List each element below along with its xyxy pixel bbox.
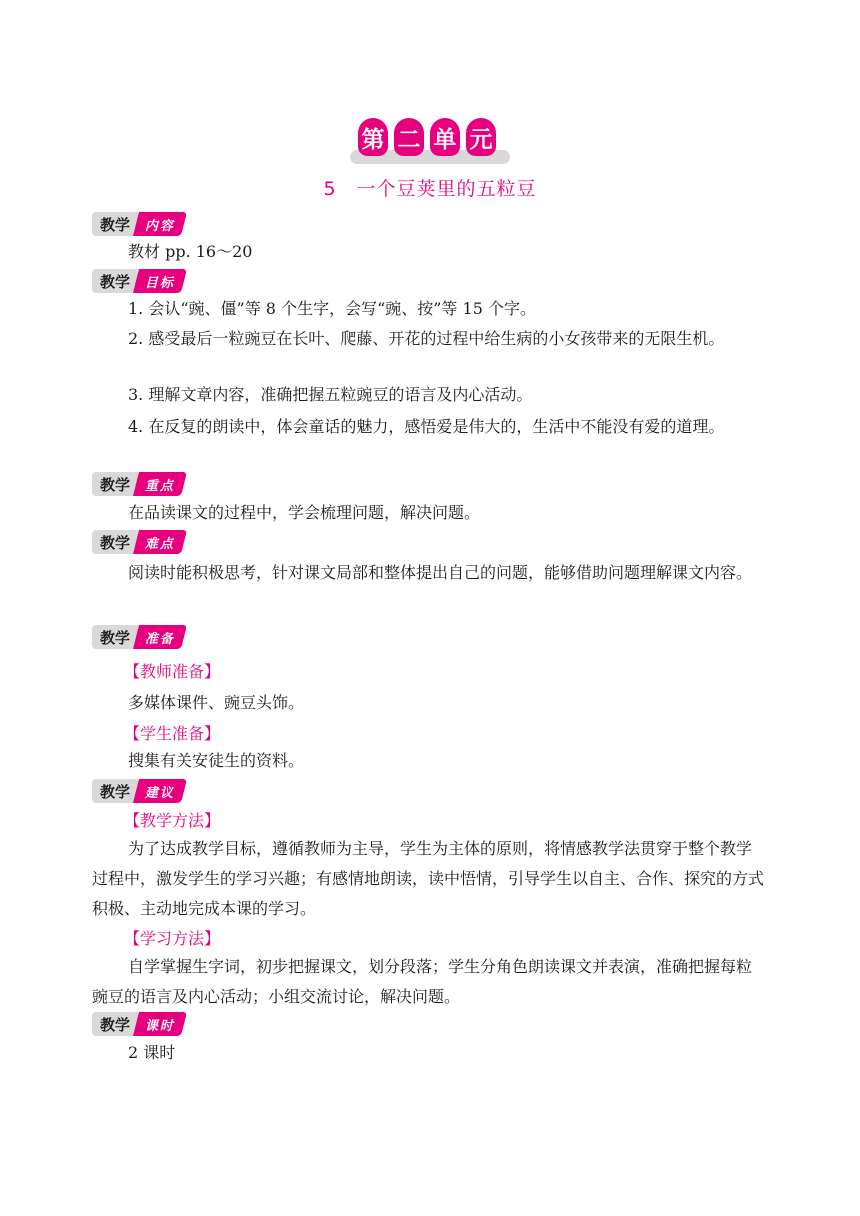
section-tag-prep	[92, 625, 184, 649]
teacher-prep-text: 多媒体课件、豌豆头饰。	[128, 693, 305, 712]
tag-label: 课时	[144, 1018, 175, 1034]
tag-prefix: 教学	[92, 212, 138, 236]
tag-prefix: 教学	[92, 269, 138, 293]
section-tag-hours	[92, 1012, 184, 1036]
tag-label: 目标	[144, 275, 175, 291]
tag-prefix: 教学	[92, 625, 138, 649]
tag-prefix: 教学	[92, 472, 138, 496]
goal-item-3: 3. 理解文章内容，准确把握五粒豌豆的语言及内心活动。	[128, 385, 533, 404]
hours-text: 2 课时	[128, 1043, 176, 1062]
tag-prefix: 教学	[92, 530, 138, 554]
tag-label: 建议	[144, 785, 175, 801]
goal-item-1: 1. 会认“豌、僵”等 8 个生字，会写“豌、按”等 15 个字。	[128, 299, 536, 318]
goal-item-4: 4. 在反复的朗读中，体会童话的魅力，感悟爱是伟大的，生活中不能没有爱的道理。	[128, 417, 725, 436]
difficulty-text: 阅读时能积极思考，针对课文局部和整体提出自己的问题，能够借助问题理解课文内容。	[128, 563, 753, 582]
unit-char: 单	[430, 118, 460, 156]
tag-prefix: 教学	[92, 1012, 138, 1036]
tag-label: 准备	[144, 631, 175, 647]
teaching-method-text: 为了达成教学目标，遵循教师为主导，学生为主体的原则，将情感教学法贯穿于整个教学过程中，激发学生的学习兴趣；有感情地朗读，读中悟情，引导学生以自主、合作、探究的方式积极、主动地完成本课的学习。	[92, 839, 765, 918]
unit-banner	[358, 118, 496, 156]
tag-label: 难点	[144, 536, 175, 552]
learning-method-label: 【学习方法】	[124, 929, 221, 948]
key-text: 在品读课文的过程中，学会梳理问题，解决问题。	[128, 503, 481, 522]
unit-char: 二	[394, 118, 424, 156]
unit-char: 第	[358, 118, 388, 156]
teacher-prep-label: 【教师准备】	[124, 662, 221, 681]
teaching-method-label: 【教学方法】	[124, 811, 221, 830]
tag-label: 内容	[144, 218, 175, 234]
unit-char: 元	[466, 118, 496, 156]
learning-method-text: 自学掌握生字词，初步把握课文，划分段落；学生分角色朗读课文并表演，准确把握每粒豌豆的语言及内心活动；小组交流讨论，解决问题。	[92, 957, 753, 1006]
section-tag-key	[92, 472, 184, 496]
section-tag-advice	[92, 779, 184, 803]
section-tag-content	[92, 212, 184, 236]
tag-prefix: 教学	[92, 779, 138, 803]
section-tag-difficulty	[92, 530, 184, 554]
lesson-title: 5 一个豆荚里的五粒豆	[323, 178, 537, 200]
goal-item-2: 2. 感受最后一粒豌豆在长叶、爬藤、开花的过程中给生病的小女孩带来的无限生机。	[128, 329, 725, 348]
student-prep-label: 【学生准备】	[124, 724, 221, 743]
student-prep-text: 搜集有关安徒生的资料。	[128, 751, 305, 770]
content-text: 教材 pp. 16～20	[128, 242, 253, 261]
section-tag-goals	[92, 269, 184, 293]
tag-label: 重点	[144, 478, 175, 494]
